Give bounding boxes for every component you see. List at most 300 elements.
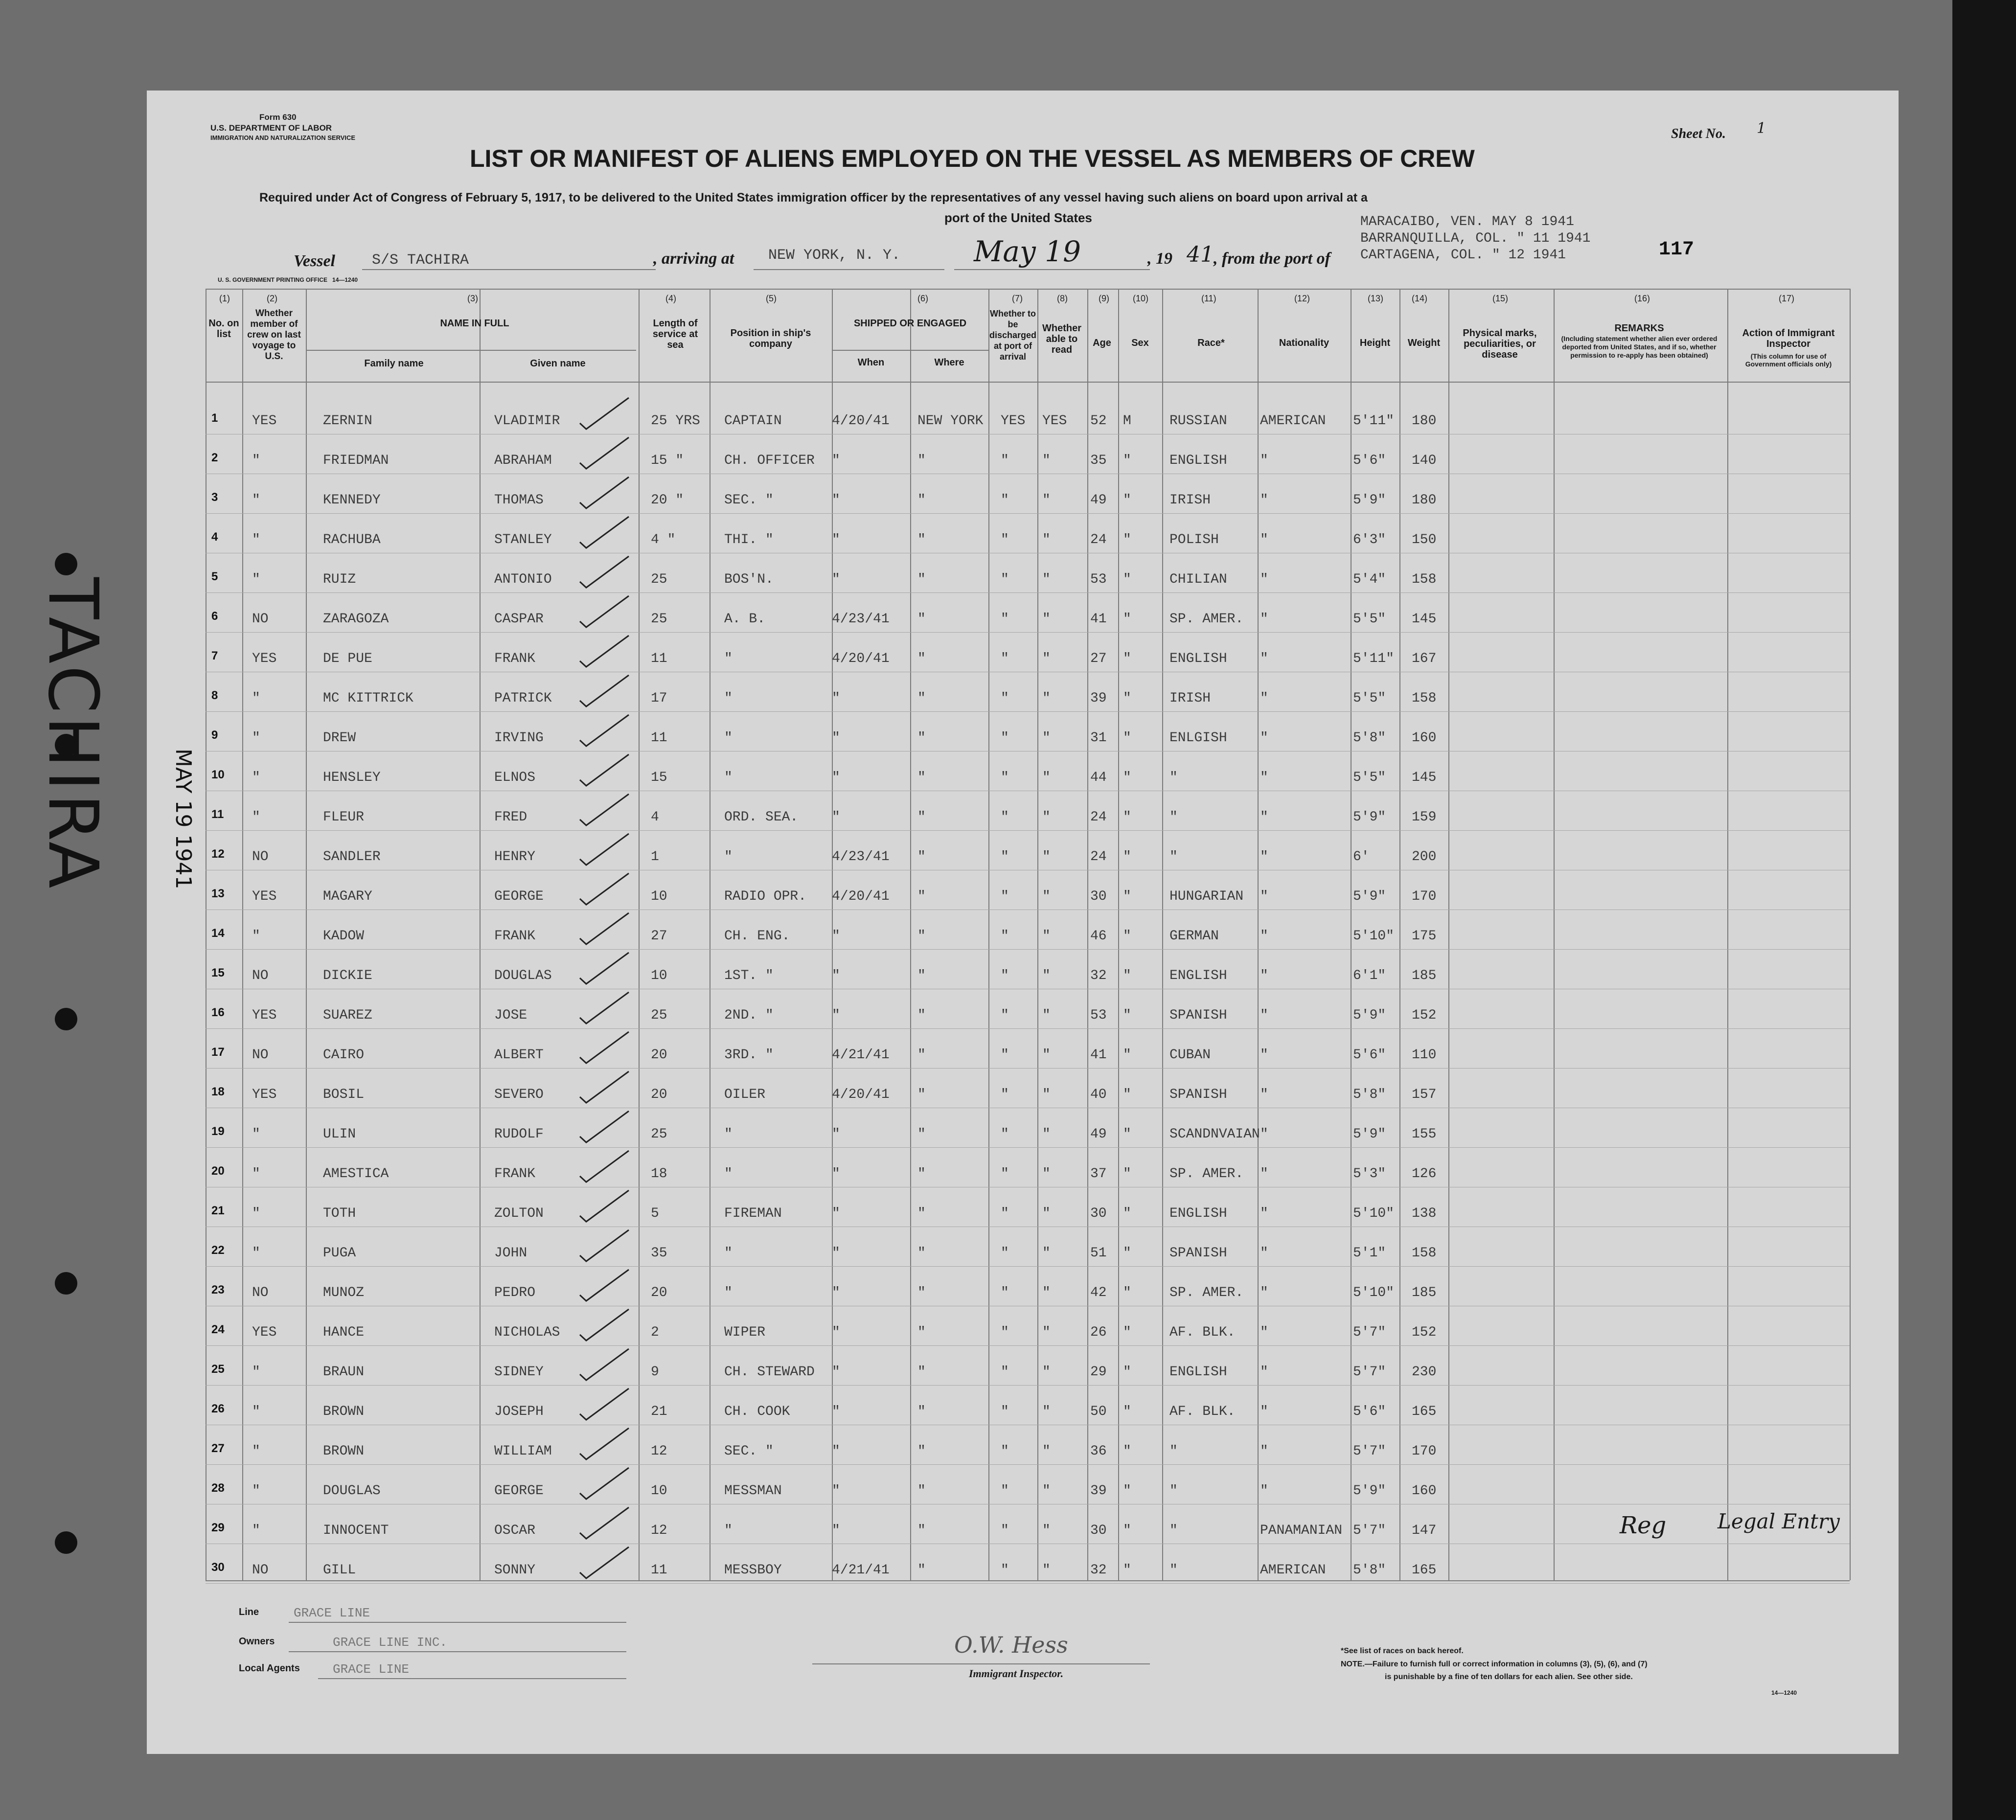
- cell-where: ": [917, 1206, 926, 1221]
- header-family-name: Family name: [364, 358, 424, 369]
- cell-height: 5'7": [1353, 1365, 1386, 1380]
- cell-age: 29: [1090, 1365, 1107, 1380]
- cell-height: 5'8": [1353, 730, 1386, 746]
- cell-where: ": [917, 1563, 926, 1578]
- col-num: (1): [219, 294, 230, 303]
- col-num: (4): [665, 294, 676, 303]
- check-mark-icon: [577, 1226, 631, 1265]
- cell-service: 10: [651, 889, 667, 904]
- cell-where: ": [917, 1285, 926, 1300]
- cell-last: ": [252, 1404, 260, 1419]
- cell-weight: 152: [1412, 1325, 1437, 1340]
- page-number: 117: [1659, 239, 1695, 261]
- cell-where: ": [917, 1127, 926, 1142]
- cell-race: ENGLISH: [1169, 453, 1227, 468]
- cell-weight: 145: [1412, 770, 1437, 785]
- cell-when: ": [832, 770, 840, 785]
- row-divider: [206, 1266, 1850, 1267]
- grid-vertical-line: [1162, 289, 1163, 1580]
- cell-position: ": [724, 1285, 733, 1300]
- cell-height: 5'9": [1353, 1127, 1386, 1142]
- check-mark-icon: [577, 1028, 631, 1067]
- cell-given: DOUGLAS: [494, 968, 552, 983]
- cell-where: ": [917, 453, 926, 468]
- cell-family: HENSLEY: [323, 770, 381, 785]
- binder-hole: [55, 1531, 77, 1554]
- cell-nat: ": [1260, 1206, 1268, 1221]
- cell-service: 11: [651, 1563, 667, 1578]
- grid-vertical-line: [1118, 289, 1119, 1580]
- cell-race: ENGLISH: [1169, 1365, 1227, 1380]
- cell-when: ": [832, 532, 840, 547]
- cell-sex: ": [1123, 691, 1131, 706]
- cell-when: ": [832, 968, 840, 983]
- cell-family: TOTH: [323, 1206, 356, 1221]
- cell-height: 6': [1353, 849, 1370, 864]
- header-remarks-note: (Including statement whether alien ever ordered deported from United States, and if so, whether permission to re-apply has been obtained): [1561, 335, 1718, 359]
- cell-service: 1: [651, 849, 659, 864]
- cell-sex: ": [1123, 1325, 1131, 1340]
- cell-height: 5'8": [1353, 1563, 1386, 1578]
- cell-weight: 230: [1412, 1365, 1437, 1380]
- cell-nat: ": [1260, 691, 1268, 706]
- cell-age: 52: [1090, 413, 1107, 429]
- cell-family: DOUGLAS: [323, 1483, 381, 1499]
- cell-given: JOSEPH: [494, 1404, 544, 1419]
- printer-code: 14—1240: [332, 276, 358, 283]
- cell-when: ": [832, 1246, 840, 1261]
- cell-family: FLEUR: [323, 810, 365, 825]
- check-mark-icon: [577, 433, 631, 473]
- cell-last: NO: [252, 1047, 269, 1063]
- cell-disch: ": [1001, 493, 1009, 508]
- cell-given: PATRICK: [494, 691, 552, 706]
- cell-when: 4/20/41: [832, 889, 890, 904]
- cell-where: ": [917, 493, 926, 508]
- cell-nat: ": [1260, 1008, 1268, 1023]
- cell-service: 10: [651, 1483, 667, 1499]
- cell-read: ": [1042, 1008, 1051, 1023]
- cell-age: 37: [1090, 1166, 1107, 1182]
- cell-last: YES: [252, 651, 277, 666]
- col-num: (8): [1057, 294, 1068, 303]
- cell-last: ": [252, 1127, 260, 1142]
- cell-position: A. B.: [724, 612, 766, 627]
- row-divider: [206, 1345, 1850, 1346]
- cell-where: ": [917, 889, 926, 904]
- check-mark-icon: [577, 869, 631, 909]
- cell-last: ": [252, 1523, 260, 1538]
- cell-service: 25: [651, 1127, 667, 1142]
- row-number: 18: [211, 1085, 225, 1098]
- cell-disch: ": [1001, 770, 1009, 785]
- cell-when: ": [832, 572, 840, 587]
- cell-disch: ": [1001, 849, 1009, 864]
- cell-age: 32: [1090, 1563, 1107, 1578]
- row-number: 28: [211, 1481, 225, 1495]
- cell-race: CHILIAN: [1169, 572, 1227, 587]
- grid-vertical-line: [639, 289, 640, 1580]
- grid-vertical-line: [1037, 289, 1038, 1580]
- cell-service: 35: [651, 1246, 667, 1261]
- grid-vertical-line: [1399, 289, 1400, 1580]
- cell-race: ENGLISH: [1169, 968, 1227, 983]
- cell-weight: 110: [1412, 1047, 1437, 1063]
- cell-race: ": [1169, 1444, 1178, 1459]
- cell-weight: 165: [1412, 1404, 1437, 1419]
- cell-disch: ": [1001, 1166, 1009, 1182]
- row-number: 27: [211, 1442, 225, 1455]
- cell-family: FRIEDMAN: [323, 453, 389, 468]
- row-number: 26: [211, 1402, 225, 1415]
- cell-sex: ": [1123, 453, 1131, 468]
- cell-height: 5'9": [1353, 493, 1386, 508]
- check-mark-icon: [577, 671, 631, 710]
- cell-age: 50: [1090, 1404, 1107, 1419]
- cell-race: HUNGARIAN: [1169, 889, 1244, 904]
- cell-service: 2: [651, 1325, 659, 1340]
- footer-code: 14—1240: [1771, 1689, 1797, 1696]
- cell-disch: ": [1001, 651, 1009, 666]
- inspector-signature: O.W. Hess: [954, 1632, 1068, 1658]
- cell-read: ": [1042, 1206, 1051, 1221]
- year-prefix: , 19: [1147, 250, 1172, 268]
- cell-sex: ": [1123, 1087, 1131, 1102]
- printer: U. S. GOVERNMENT PRINTING OFFICE: [218, 276, 328, 283]
- cell-height: 5'5": [1353, 612, 1386, 627]
- cell-position: OILER: [724, 1087, 766, 1102]
- cell-service: 11: [651, 651, 667, 666]
- check-mark-icon: [577, 1186, 631, 1226]
- date-stamp: MAY 19 1941: [171, 749, 196, 889]
- cell-nat: ": [1260, 730, 1268, 746]
- arrival-year: 41: [1187, 242, 1214, 267]
- cell-where: ": [917, 1325, 926, 1340]
- row-number: 16: [211, 1006, 225, 1019]
- cell-disch: ": [1001, 929, 1009, 944]
- cell-when: ": [832, 730, 840, 746]
- cell-given: SEVERO: [494, 1087, 544, 1102]
- cell-weight: 158: [1412, 572, 1437, 587]
- row-divider: [206, 949, 1850, 950]
- cell-weight: 170: [1412, 889, 1437, 904]
- cell-disch: ": [1001, 572, 1009, 587]
- cell-age: 53: [1090, 572, 1107, 587]
- grid-vertical-line: [480, 289, 481, 1580]
- cell-race: ": [1169, 810, 1178, 825]
- cell-disch: ": [1001, 1008, 1009, 1023]
- cell-weight: 158: [1412, 691, 1437, 706]
- cell-weight: 152: [1412, 1008, 1437, 1023]
- cell-when: ": [832, 691, 840, 706]
- cell-read: ": [1042, 770, 1051, 785]
- cell-weight: 150: [1412, 532, 1437, 547]
- cell-disch: ": [1001, 453, 1009, 468]
- check-mark-icon: [577, 1345, 631, 1384]
- row-divider: [206, 1147, 1850, 1148]
- department: U.S. DEPARTMENT OF LABOR: [210, 123, 332, 133]
- cell-weight: 145: [1412, 612, 1437, 627]
- check-mark-icon: [577, 751, 631, 790]
- cell-when: 4/23/41: [832, 849, 890, 864]
- cell-position: BOS'N.: [724, 572, 774, 587]
- cell-when: ": [832, 1285, 840, 1300]
- row-number: 5: [211, 570, 218, 583]
- check-mark-icon: [577, 1266, 631, 1305]
- row-number: 29: [211, 1521, 225, 1534]
- cell-read: ": [1042, 1563, 1051, 1578]
- cell-age: 30: [1090, 1523, 1107, 1538]
- row-divider: [206, 513, 1850, 514]
- cell-nat: ": [1260, 968, 1268, 983]
- cell-disch: ": [1001, 1087, 1009, 1102]
- header-when: When: [857, 357, 885, 368]
- cell-when: ": [832, 1444, 840, 1459]
- cell-service: 25: [651, 612, 667, 627]
- check-mark-icon: [577, 473, 631, 512]
- cell-last: ": [252, 1365, 260, 1380]
- check-mark-icon: [577, 1068, 631, 1107]
- cell-race: ": [1169, 770, 1178, 785]
- owners-underline: [289, 1651, 626, 1652]
- row-divider: [206, 830, 1850, 831]
- grid-vertical-line: [1448, 289, 1449, 1580]
- cell-last: ": [252, 1483, 260, 1499]
- cell-disch: ": [1001, 889, 1009, 904]
- cell-age: 26: [1090, 1325, 1107, 1340]
- cell-sex: ": [1123, 810, 1131, 825]
- header-physical-marks: Physical marks, peculiarities, or disease: [1463, 328, 1537, 360]
- cell-nat: ": [1260, 572, 1268, 587]
- cell-disch: ": [1001, 1206, 1009, 1221]
- cell-read: ": [1042, 493, 1051, 508]
- cell-height: 5'5": [1353, 691, 1386, 706]
- header-sex: Sex: [1131, 338, 1149, 348]
- cell-given: RUDOLF: [494, 1127, 544, 1142]
- grid-vertical-line: [1087, 289, 1088, 1580]
- cell-where: ": [917, 1365, 926, 1380]
- cell-last: YES: [252, 1325, 277, 1340]
- cell-height: 5'7": [1353, 1325, 1386, 1340]
- cell-service: 18: [651, 1166, 667, 1182]
- cell-where: ": [917, 572, 926, 587]
- cell-sex: ": [1123, 1285, 1131, 1300]
- note-line-1: NOTE.—Failure to furnish full or correct information in columns (3), (5), (6), and (7): [1341, 1660, 1648, 1668]
- cell-nat: AMERICAN: [1260, 1563, 1326, 1578]
- agents-value: GRACE LINE: [333, 1662, 410, 1677]
- cell-sex: ": [1123, 1206, 1131, 1221]
- cell-family: INNOCENT: [323, 1523, 389, 1538]
- cell-when: 4/21/41: [832, 1047, 890, 1063]
- cell-where: ": [917, 1047, 926, 1063]
- cell-service: 25: [651, 1008, 667, 1023]
- cell-weight: 159: [1412, 810, 1437, 825]
- cell-service: 21: [651, 1404, 667, 1419]
- row-number: 7: [211, 649, 218, 662]
- subtitle-line-1: Required under Act of Congress of February 5, 1917, to be delivered to the United States immigration officer by the representatives of any vessel having such aliens on board upon arrival at a: [259, 191, 1368, 205]
- cell-read: ": [1042, 849, 1051, 864]
- cell-nat: ": [1260, 651, 1268, 666]
- check-mark-icon: [577, 592, 631, 631]
- cell-age: 53: [1090, 1008, 1107, 1023]
- cell-nat: ": [1260, 1365, 1268, 1380]
- cell-height: 5'3": [1353, 1166, 1386, 1182]
- cell-age: 49: [1090, 1127, 1107, 1142]
- cell-sex: ": [1123, 532, 1131, 547]
- cell-family: MAGARY: [323, 889, 372, 904]
- col-num: (15): [1492, 294, 1509, 303]
- cell-race: ": [1169, 1523, 1178, 1538]
- cell-nat: ": [1260, 1087, 1268, 1102]
- cell-weight: 175: [1412, 929, 1437, 944]
- cell-family: RACHUBA: [323, 532, 381, 547]
- cell-service: 20: [651, 1087, 667, 1102]
- col-num: (16): [1634, 294, 1650, 303]
- col-num: (11): [1201, 294, 1216, 303]
- header-age: Age: [1093, 338, 1111, 348]
- cell-race: IRISH: [1169, 493, 1211, 508]
- origin-port-2: BARRANQUILLA, COL. " 11 1941: [1360, 231, 1591, 246]
- cell-nat: ": [1260, 849, 1268, 864]
- line-label: Line: [239, 1607, 259, 1617]
- row-number: 8: [211, 689, 218, 702]
- col-num: (6): [917, 294, 928, 303]
- cell-read: ": [1042, 1523, 1051, 1538]
- cell-where: ": [917, 1246, 926, 1261]
- cell-race: SP. AMER.: [1169, 1285, 1244, 1300]
- cell-family: DICKIE: [323, 968, 372, 983]
- cell-service: 5: [651, 1206, 659, 1221]
- cell-where: ": [917, 968, 926, 983]
- cell-read: ": [1042, 1047, 1051, 1063]
- cell-age: 32: [1090, 968, 1107, 983]
- cell-race: RUSSIAN: [1169, 413, 1227, 429]
- cell-position: 3RD. ": [724, 1047, 774, 1063]
- cell-weight: 170: [1412, 1444, 1437, 1459]
- check-mark-icon: [577, 1543, 631, 1582]
- cell-last: ": [252, 572, 260, 587]
- cell-last: NO: [252, 1563, 269, 1578]
- check-mark-icon: [577, 1305, 631, 1344]
- cell-age: 39: [1090, 1483, 1107, 1499]
- row-number: 17: [211, 1046, 225, 1059]
- cell-service: 15: [651, 770, 667, 785]
- cell-race: SPANISH: [1169, 1008, 1227, 1023]
- cell-family: MC KITTRICK: [323, 691, 413, 706]
- cell-service: 20: [651, 1285, 667, 1300]
- cell-read: ": [1042, 1285, 1051, 1300]
- cell-race: ": [1169, 1483, 1178, 1499]
- row-number: 12: [211, 847, 225, 861]
- col-num: (13): [1368, 294, 1384, 303]
- scan-edge: [1952, 0, 2016, 1820]
- ship-name-stamp: TACHIRA: [33, 577, 113, 891]
- cell-race: SCANDNVAIAN: [1169, 1127, 1260, 1142]
- vessel-underline: [362, 269, 656, 270]
- cell-when: 4/23/41: [832, 612, 890, 627]
- arrival-port: NEW YORK, N. Y.: [768, 247, 901, 264]
- cell-given: JOSE: [494, 1008, 527, 1023]
- cell-race: SP. AMER.: [1169, 612, 1244, 627]
- agents-label: Local Agents: [239, 1663, 300, 1674]
- cell-given: FRANK: [494, 651, 536, 666]
- cell-last: YES: [252, 1008, 277, 1023]
- cell-position: ORD. SEA.: [724, 810, 799, 825]
- cell-service: 15 ": [651, 453, 684, 468]
- cell-family: SANDLER: [323, 849, 381, 864]
- cell-height: 5'7": [1353, 1444, 1386, 1459]
- cell-disch: ": [1001, 691, 1009, 706]
- cell-read: ": [1042, 572, 1051, 587]
- cell-race: CUBAN: [1169, 1047, 1211, 1063]
- cell-weight: 200: [1412, 849, 1437, 864]
- cell-read: ": [1042, 968, 1051, 983]
- cell-height: 5'4": [1353, 572, 1386, 587]
- cell-read: ": [1042, 1127, 1051, 1142]
- origin-port-1: MARACAIBO, VEN. MAY 8 1941: [1360, 214, 1574, 229]
- cell-height: 5'9": [1353, 810, 1386, 825]
- cell-nat: ": [1260, 1444, 1268, 1459]
- cell-given: THOMAS: [494, 493, 544, 508]
- cell-given: FRED: [494, 810, 527, 825]
- cell-weight: 185: [1412, 968, 1437, 983]
- cell-last: ": [252, 1166, 260, 1182]
- form-number: Form 630: [259, 113, 297, 122]
- cell-height: 5'9": [1353, 1008, 1386, 1023]
- check-mark-icon: [577, 1424, 631, 1463]
- cell-sex: ": [1123, 849, 1131, 864]
- cell-nat: ": [1260, 1246, 1268, 1261]
- cell-family: BOSIL: [323, 1087, 365, 1102]
- header-last-voyage: Whether member of crew on last voyage to U.S.: [247, 308, 301, 362]
- cell-given: ALBERT: [494, 1047, 544, 1063]
- cell-family: GILL: [323, 1563, 356, 1578]
- cell-sex: ": [1123, 1166, 1131, 1182]
- cell-position: SEC. ": [724, 493, 774, 508]
- cell-sex: ": [1123, 730, 1131, 746]
- cell-race: ": [1169, 849, 1178, 864]
- row-divider: [206, 632, 1850, 633]
- cell-height: 5'6": [1353, 453, 1386, 468]
- cell-height: 5'10": [1353, 929, 1395, 944]
- cell-nat: ": [1260, 1285, 1268, 1300]
- cell-given: IRVING: [494, 730, 544, 746]
- cell-read: ": [1042, 810, 1051, 825]
- line-underline: [289, 1622, 626, 1623]
- line-value: GRACE LINE: [294, 1606, 370, 1620]
- cell-sex: ": [1123, 968, 1131, 983]
- cell-disch: ": [1001, 612, 1009, 627]
- cell-disch: ": [1001, 1365, 1009, 1380]
- cell-height: 5'10": [1353, 1285, 1395, 1300]
- row-number: 21: [211, 1204, 225, 1217]
- cell-given: FRANK: [494, 929, 536, 944]
- cell-sex: ": [1123, 612, 1131, 627]
- cell-when: ": [832, 810, 840, 825]
- cell-weight: 167: [1412, 651, 1437, 666]
- cell-last: ": [252, 493, 260, 508]
- cell-where: ": [917, 1166, 926, 1182]
- cell-age: 42: [1090, 1285, 1107, 1300]
- cell-last: ": [252, 1444, 260, 1459]
- cell-race: ": [1169, 1563, 1178, 1578]
- header-position: Position in ship's company: [730, 328, 811, 349]
- row-number: 11: [211, 808, 224, 821]
- cell-family: ZERNIN: [323, 413, 372, 429]
- cell-age: 40: [1090, 1087, 1107, 1102]
- check-mark-icon: [577, 513, 631, 552]
- cell-given: GEORGE: [494, 889, 544, 904]
